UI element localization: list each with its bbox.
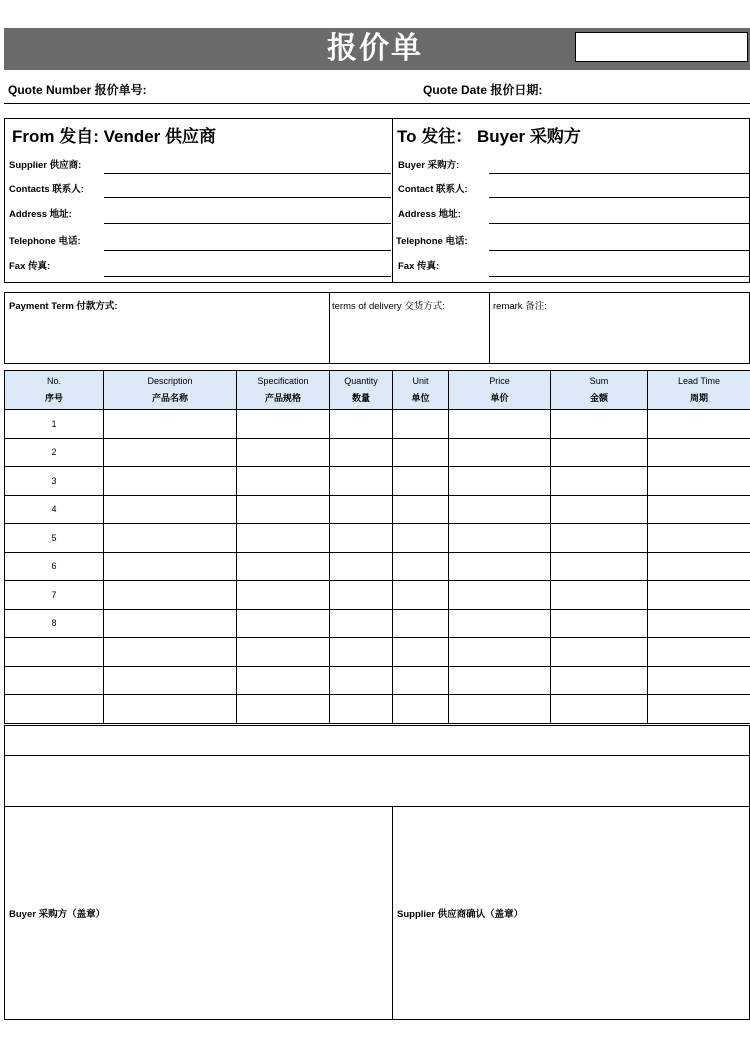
table-cell[interactable] (330, 638, 393, 667)
column-header-cn: 周期 (689, 393, 708, 403)
column-header (648, 371, 750, 410)
title-input-box[interactable] (575, 32, 748, 62)
table-cell[interactable] (449, 581, 551, 610)
table-cell[interactable] (237, 638, 330, 667)
column-header-en: No. (46, 376, 61, 386)
quote-date-label: Quote Date 报价日期: (423, 83, 543, 97)
table-cell[interactable] (104, 524, 237, 553)
table-cell[interactable] (648, 552, 750, 581)
table-cell[interactable] (393, 410, 449, 439)
table-cell[interactable] (449, 666, 551, 695)
table-cell[interactable] (648, 438, 750, 467)
notes-row[interactable] (4, 755, 750, 807)
fax-label: Fax 传真: (9, 261, 51, 272)
quote-number-label: Quote Number 报价单号: (8, 83, 147, 97)
table-cell[interactable] (449, 467, 551, 496)
table-cell[interactable] (551, 581, 648, 610)
table-cell[interactable] (449, 609, 551, 638)
table-cell[interactable] (330, 552, 393, 581)
table-cell[interactable] (237, 609, 330, 638)
divider (392, 118, 393, 283)
table-cell[interactable] (237, 581, 330, 610)
row-number (5, 638, 104, 667)
column-header-cn: 单价 (490, 393, 509, 403)
column-header (449, 371, 551, 410)
table-cell[interactable] (104, 410, 237, 439)
page-title: 报价单 (327, 31, 423, 66)
table-cell[interactable] (449, 695, 551, 724)
table-row (5, 581, 750, 610)
column-header (5, 371, 104, 410)
supplier-field[interactable] (104, 150, 391, 174)
table-cell[interactable] (648, 467, 750, 496)
column-header-en: Description (147, 376, 193, 386)
column-header (237, 371, 330, 410)
telephone-label: Telephone 电话: (9, 236, 81, 247)
signature-section (4, 806, 750, 1020)
table-cell[interactable] (104, 609, 237, 638)
table-cell[interactable] (237, 666, 330, 695)
to-heading: To 发往： Buyer 采购方 (397, 127, 581, 146)
column-header-en: Quantity (344, 376, 378, 386)
to-fax-field[interactable] (489, 252, 749, 277)
row-number: 5 (5, 524, 104, 553)
address-field[interactable] (104, 199, 391, 224)
table-cell[interactable] (237, 552, 330, 581)
table-cell[interactable] (648, 495, 750, 524)
table-cell[interactable] (237, 410, 330, 439)
table-cell[interactable] (393, 638, 449, 667)
table-row (5, 552, 750, 581)
table-cell[interactable] (393, 695, 449, 724)
table-cell[interactable] (104, 552, 237, 581)
column-header-en: Lead Time (677, 376, 721, 386)
table-cell[interactable] (551, 609, 648, 638)
table-cell[interactable] (551, 524, 648, 553)
to-telephone-label: Telephone 电话: (396, 236, 468, 247)
table-row (5, 638, 750, 667)
table-cell[interactable] (648, 609, 750, 638)
table-cell[interactable] (104, 638, 237, 667)
table-cell[interactable] (330, 666, 393, 695)
table-cell[interactable] (104, 495, 237, 524)
row-number (5, 695, 104, 724)
divider (4, 103, 750, 104)
divider (329, 292, 330, 364)
table-cell[interactable] (551, 666, 648, 695)
table-cell[interactable] (449, 495, 551, 524)
contact-label: Contact 联系人: (398, 184, 468, 195)
table-cell[interactable] (648, 695, 750, 724)
row-number: 6 (5, 552, 104, 581)
buyer-field[interactable] (489, 150, 749, 174)
delivery-term-label: terms of delivery 交货方式: (332, 301, 445, 312)
remark-label: remark 备注: (493, 301, 547, 312)
table-cell[interactable] (104, 695, 237, 724)
table-cell[interactable] (648, 410, 750, 439)
table-cell[interactable] (104, 438, 237, 467)
table-cell[interactable] (330, 410, 393, 439)
table-row (5, 695, 750, 724)
column-header-en: Unit (412, 376, 429, 386)
buyer-label: Buyer 采购方: (398, 160, 460, 171)
table-cell[interactable] (551, 552, 648, 581)
divider (392, 806, 393, 1020)
table-row (5, 609, 750, 638)
row-number: 7 (5, 581, 104, 610)
column-header-cn: 产品名称 (151, 393, 188, 403)
buyer-signature-label: Buyer 采购方（盖章） (9, 909, 106, 920)
table-cell[interactable] (237, 495, 330, 524)
telephone-field[interactable] (104, 225, 391, 251)
table-cell[interactable] (393, 609, 449, 638)
to-address-label: Address 地址: (398, 209, 461, 220)
table-row (5, 438, 750, 467)
row-number: 2 (5, 438, 104, 467)
to-address-field[interactable] (489, 199, 749, 224)
row-number (5, 666, 104, 695)
table-cell[interactable] (104, 467, 237, 496)
row-number: 3 (5, 467, 104, 496)
table-cell[interactable] (104, 581, 237, 610)
column-header-cn: 序号 (44, 393, 63, 403)
table-cell[interactable] (393, 524, 449, 553)
table-row (5, 467, 750, 496)
table-cell[interactable] (449, 552, 551, 581)
row-number: 8 (5, 609, 104, 638)
table-cell[interactable] (237, 695, 330, 724)
column-header-cn: 金额 (589, 393, 608, 403)
table-cell[interactable] (551, 467, 648, 496)
to-fax-label: Fax 传真: (398, 261, 440, 272)
table-cell[interactable] (393, 438, 449, 467)
address-label: Address 地址: (9, 209, 72, 220)
table-cell[interactable] (449, 410, 551, 439)
column-header-cn: 数量 (351, 393, 370, 403)
table-cell[interactable] (551, 495, 648, 524)
table-cell[interactable] (449, 524, 551, 553)
table-cell[interactable] (551, 410, 648, 439)
table-cell[interactable] (393, 666, 449, 695)
table-row (5, 524, 750, 553)
contact-field[interactable] (489, 174, 749, 198)
table-cell[interactable] (393, 581, 449, 610)
table-cell[interactable] (330, 609, 393, 638)
contacts-label: Contacts 联系人: (9, 184, 84, 195)
column-header-cn: 产品规格 (264, 393, 301, 403)
supplier-label: Supplier 供应商: (9, 160, 82, 171)
table-cell[interactable] (551, 695, 648, 724)
table-cell[interactable] (648, 524, 750, 553)
table-header-row (5, 371, 750, 410)
payment-term-label: Payment Term 付款方式: (9, 301, 118, 312)
supplier-signature-label: Supplier 供应商确认（盖章） (397, 909, 524, 920)
divider (489, 292, 490, 364)
column-header-en: Specification (257, 376, 309, 386)
row-number: 1 (5, 410, 104, 439)
column-header (330, 371, 393, 410)
to-telephone-field[interactable] (489, 225, 749, 251)
table-cell[interactable] (393, 495, 449, 524)
table-cell[interactable] (330, 467, 393, 496)
table-cell[interactable] (648, 666, 750, 695)
table-cell[interactable] (330, 581, 393, 610)
table-cell[interactable] (237, 524, 330, 553)
notes-row[interactable] (4, 725, 750, 756)
table-row (5, 410, 750, 439)
table-cell[interactable] (648, 581, 750, 610)
table-cell[interactable] (648, 638, 750, 667)
table-cell[interactable] (330, 438, 393, 467)
column-header-cn: 单位 (411, 393, 430, 403)
column-header (104, 371, 237, 410)
row-number: 4 (5, 495, 104, 524)
table-row (5, 495, 750, 524)
table-cell[interactable] (330, 495, 393, 524)
items-table (4, 370, 750, 724)
table-cell[interactable] (330, 524, 393, 553)
table-cell[interactable] (330, 695, 393, 724)
column-header-en: Sum (589, 376, 609, 386)
table-cell[interactable] (237, 438, 330, 467)
table-cell[interactable] (551, 438, 648, 467)
table-cell[interactable] (449, 438, 551, 467)
column-header-en: Price (489, 376, 510, 386)
from-heading: From 发自: Vender 供应商 (12, 127, 217, 146)
table-cell[interactable] (393, 552, 449, 581)
column-header (393, 371, 449, 410)
fax-field[interactable] (104, 252, 391, 277)
table-cell[interactable] (393, 467, 449, 496)
table-cell[interactable] (551, 638, 648, 667)
table-cell[interactable] (449, 638, 551, 667)
table-cell[interactable] (104, 666, 237, 695)
column-header (551, 371, 648, 410)
table-cell[interactable] (237, 467, 330, 496)
contacts-field[interactable] (104, 174, 391, 198)
table-row (5, 666, 750, 695)
